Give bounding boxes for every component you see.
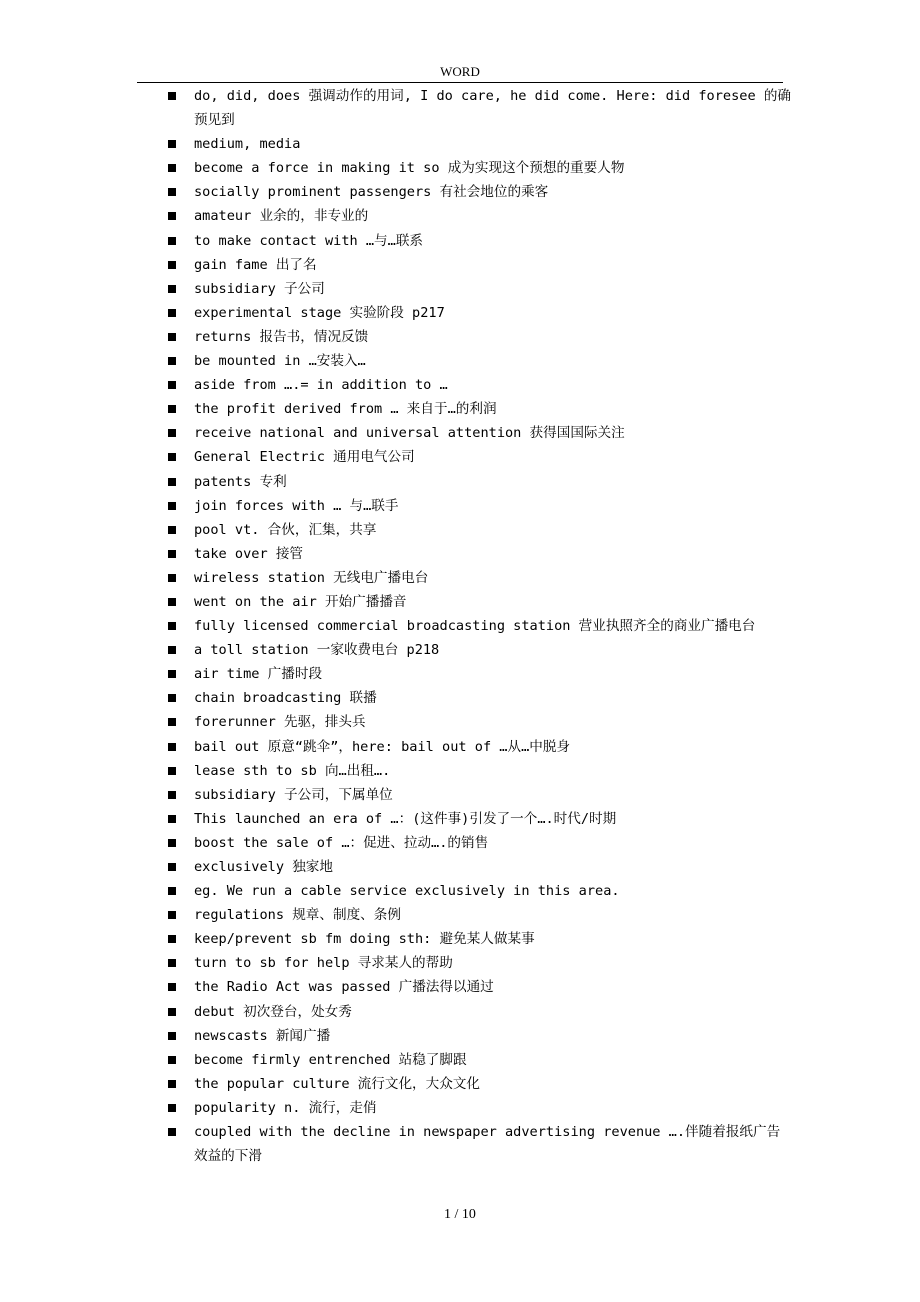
square-bullet-icon [168,863,176,871]
square-bullet-icon [168,1080,176,1088]
list-item [165,397,795,421]
square-bullet-icon [168,429,176,437]
list-item-text: keep/prevent sb fm doing sth: 避免某人做某事 [194,931,535,948]
square-bullet-icon [168,309,176,317]
header-rule [137,82,783,83]
list-item-text: socially prominent passengers 有社会地位的乘客 [194,184,549,201]
square-bullet-icon [168,381,176,389]
list-item-text: be mounted in …安装入… [194,353,366,370]
square-bullet-icon [168,212,176,220]
square-bullet-icon [168,453,176,461]
list-item [165,590,795,614]
list-item-text: eg. We run a cable service exclusively in this area. [194,883,620,900]
list-item-text: General Electric 通用电气公司 [194,449,415,466]
list-item [165,1048,795,1072]
list-item [165,494,795,518]
square-bullet-icon [168,791,176,799]
list-item-text: wireless station 无线电广播电台 [194,569,429,586]
square-bullet-icon [168,1104,176,1112]
list-item-text: subsidiary 子公司，下属单位 [194,786,393,803]
list-item-text: fully licensed commercial broadcasting station 营业执照齐全的商业广播电台 [194,618,756,635]
square-bullet-icon [168,767,176,775]
list-item [165,566,795,590]
list-item [165,421,795,445]
list-item [165,759,795,783]
list-item [165,518,795,542]
square-bullet-icon [168,1056,176,1064]
list-item-text: the Radio Act was passed 广播法得以通过 [194,979,494,996]
list-item [165,542,795,566]
square-bullet-icon [168,140,176,148]
list-item [165,373,795,397]
list-item [165,301,795,325]
list-item-text: air time 广播时段 [194,666,323,683]
list-item-text: the popular culture 流行文化，大众文化 [194,1075,481,1092]
list-item [165,132,795,156]
list-item [165,1072,795,1096]
list-item [165,614,795,638]
square-bullet-icon [168,333,176,341]
list-item-text: exclusively 独家地 [194,859,333,875]
square-bullet-icon [168,959,176,967]
list-item-text: bail out 原意“跳伞”，here: bail out of …从…中脱身 [194,738,571,755]
list-item [165,1000,795,1024]
square-bullet-icon [168,405,176,413]
list-item-text: the profit derived from … 来自于…的利润 [194,401,497,418]
list-item [165,831,795,855]
list-item [165,807,795,831]
list-item-text: turn to sb for help 寻求某人的帮助 [194,955,453,972]
square-bullet-icon [168,285,176,293]
square-bullet-icon [168,92,176,100]
list-item-text: subsidiary 子公司 [194,280,325,297]
list-item-text: went on the air 开始广播播音 [194,593,407,610]
page-header: WORD [440,64,480,79]
square-bullet-icon [168,237,176,245]
list-item [165,638,795,662]
list-item-text: returns 报告书，情况反馈 [194,328,369,345]
list-item-text: chain broadcasting 联播 [194,690,377,707]
list-item [165,229,795,253]
list-item-text: patents 专利 [194,473,287,490]
list-item [165,277,795,301]
list-item-text: boost the sale of …：促进、拉动….的销售 [194,834,489,851]
square-bullet-icon [168,718,176,726]
square-bullet-icon [168,574,176,582]
list-item-text: newscasts 新闻广播 [194,1027,331,1044]
square-bullet-icon [168,1032,176,1040]
list-item [165,735,795,759]
list-item [165,783,795,807]
list-item-text: gain fame 出了名 [194,256,317,273]
square-bullet-icon [168,357,176,365]
list-item-text: experimental stage 实验阶段 p217 [194,304,445,321]
square-bullet-icon [168,911,176,919]
list-item [165,903,795,927]
list-item-text: popularity n. 流行，走俏 [194,1099,377,1116]
list-item [165,855,795,879]
square-bullet-icon [168,502,176,510]
list-item [165,445,795,469]
square-bullet-icon [168,622,176,630]
square-bullet-icon [168,935,176,943]
list-item [165,156,795,180]
list-item-text: join forces with … 与…联手 [194,497,399,514]
square-bullet-icon [168,646,176,654]
list-item-text: coupled with the decline in newspaper advertising revenue ….伴随着报纸广告效益的下滑 [194,1124,781,1165]
list-item [165,975,795,999]
square-bullet-icon [168,743,176,751]
list-item [165,686,795,710]
list-item [165,1024,795,1048]
list-item-text: aside from ….= in addition to … [194,377,448,394]
list-item-text: become firmly entrenched 站稳了脚跟 [194,1051,467,1068]
square-bullet-icon [168,815,176,823]
vocabulary-list [165,84,795,1168]
list-item-text: medium, media [194,136,301,153]
square-bullet-icon [168,670,176,678]
list-item [165,927,795,951]
list-item-text: forerunner 先驱，排头兵 [194,714,366,731]
list-item [165,204,795,228]
list-item [165,951,795,975]
list-item-text: pool vt. 合伙，汇集，共享 [194,521,377,538]
list-item-text: lease sth to sb 向…出租…. [194,762,391,779]
square-bullet-icon [168,261,176,269]
list-item [165,710,795,734]
list-item-text: take over 接管 [194,545,304,562]
list-item-text: debut 初次登台，处女秀 [194,1003,352,1020]
list-item-text: to make contact with …与…联系 [194,232,424,249]
list-item [165,325,795,349]
list-item-text: do, did, does 强调动作的用词, I do care, he did come. Here: did foresee 的确预见到 [194,88,792,129]
list-item [165,1120,795,1168]
list-item [165,253,795,277]
square-bullet-icon [168,164,176,172]
list-item [165,662,795,686]
square-bullet-icon [168,598,176,606]
square-bullet-icon [168,983,176,991]
list-item-text: become a force in making it so 成为实现这个预想的重要人物 [194,160,625,177]
square-bullet-icon [168,526,176,534]
list-item [165,470,795,494]
list-item [165,180,795,204]
square-bullet-icon [168,694,176,702]
square-bullet-icon [168,478,176,486]
square-bullet-icon [168,550,176,558]
list-item-text: amateur 业余的，非专业的 [194,208,369,225]
square-bullet-icon [168,887,176,895]
list-item [165,1096,795,1120]
list-item [165,84,795,132]
list-item-text: This launched an era of …：(这件事)引发了一个….时代/时期 [194,810,617,827]
list-item-text: a toll station 一家收费电台 p218 [194,642,440,659]
square-bullet-icon [168,1008,176,1016]
list-item-text: receive national and universal attention 获得国国际关注 [194,425,625,442]
square-bullet-icon [168,188,176,196]
list-item [165,349,795,373]
square-bullet-icon [168,839,176,847]
list-item [165,879,795,903]
page-number: 1 / 10 [444,1207,476,1222]
list-item-text: regulations 规章、制度、条例 [194,907,401,924]
square-bullet-icon [168,1128,176,1136]
